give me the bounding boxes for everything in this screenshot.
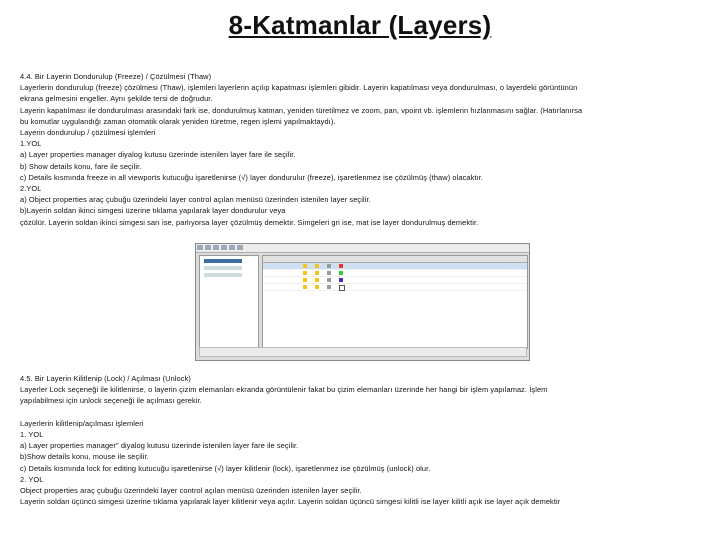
dialog-layer-grid [262,255,528,349]
text-line: 1.YOL [20,139,42,149]
text-line: b) Show details konu, fare ile seçilir. [20,161,142,171]
dialog-filter-tree [199,255,259,349]
text-line: Object properties araç çubuğu üzerindeki layer control açılan menüsü üzerinden istenilen layer seçilir. [20,486,362,496]
text-line: a) Layer properties manager" diyalog kutusu üzerinde istenilen layer fare ile seçilir. [20,441,299,451]
section-freeze-thaw [20,71,700,228]
text-line: ekrana gelmesini engeller. Aynı şekilde tersi de doğrudur. [20,94,213,104]
text-line: Layerler Lock seçeneği ile kilitlenirse, o layerin çizim elemanları ekranda görüntülenir fakat bu çizim elemanları üzerinde her hangi bir işlem yapılamaz. İşlem [20,385,548,395]
text-line: Layerlerin dondurulup (freeze) çözülmesi (Thaw), işlemleri layerlerin açılıp kapatması işlemleri gibidir. Layerin kapatılması veya dondurulması, o layerdeki görüntünün [20,83,578,93]
dialog-toolbar [196,244,529,253]
text-line: Layerin soldan üçüncü simgesi üzerine tıklama yapılarak layer kilitlenir veya açılır. Layerin soldan üçüncü simgesi kilitli ise layer kilitli açık ise layer açık demektir [20,497,561,507]
text-line: b)Layerin soldan ikinci simgesi üzerine tıklama yapılarak layer dondurulur veya [20,206,286,216]
text-line: Layerlerin kilitlenip/açılması işlemleri [20,418,144,428]
text-line: 4.5. Bir Layerin Kilitlenip (Lock) / Açılması (Unlock) [20,374,191,383]
text-line [20,407,700,418]
dialog-status-bar [199,347,527,357]
text-line: çözülür. Layerin soldan ikinci simgesi sarı ise, parlıyorsa layer çözülmüş demektir. Simgeleri gri ise, mat ise layer dondurulmuş demektir. [20,217,479,227]
text-line: 2. YOL [20,474,44,484]
text-line: bu komutlar uygulandığı zaman otomatik olarak yeniden türetme, regen işlemi yapılmaktaydı). [20,116,336,126]
text-line: a) Object properties araç çubuğu üzerindeki layer control açılan menüsü üzerinden istenilen layer seçilir. [20,195,371,205]
text-line: Layerin kapatılması ile dondurulması arasındaki fark ise, dondurulmuş katman, yeniden türetilmez ve zoom, pan, vpoint vb. işlemlerin hızlanmasını sağlar. (Hatırlanırsa [20,105,583,115]
layer-properties-dialog-image [195,243,530,361]
text-line: Layerin dondurulup / çözülmesi işlemleri [20,128,156,138]
text-line: yapılabilmesi için unlock seçeneği ile açılması gerekir. [20,396,202,406]
section-lock-unlock [20,373,700,507]
text-line: c) Details kısmında freeze in all viewports kutucuğu işaretlenirse (√) layer dondurulur (freeze), işaretlenmez ise çözülmüş (thaw) olacaktır. [20,172,484,182]
text-line: 2.YOL [20,184,42,194]
text-line: 4.4. Bir Layerin Dondurulup (Freeze) / Çözülmesi (Thaw) [20,72,212,81]
text-line: b)Show details konu, mouse ile seçilir. [20,452,149,462]
page-title: 8-Katmanlar (Layers) [228,10,492,40]
text-line: a) Layer properties manager diyalog kutusu üzerinde istenilen layer fare ile seçilir. [20,150,296,160]
text-line: 1. YOL [20,430,44,440]
text-line: c) Details kısmında lock for editing kutucuğu işaretlenirse (√) layer kilitlenir (lock), işaretlenmez ise çözülmüş (unlock) olur. [20,463,431,473]
